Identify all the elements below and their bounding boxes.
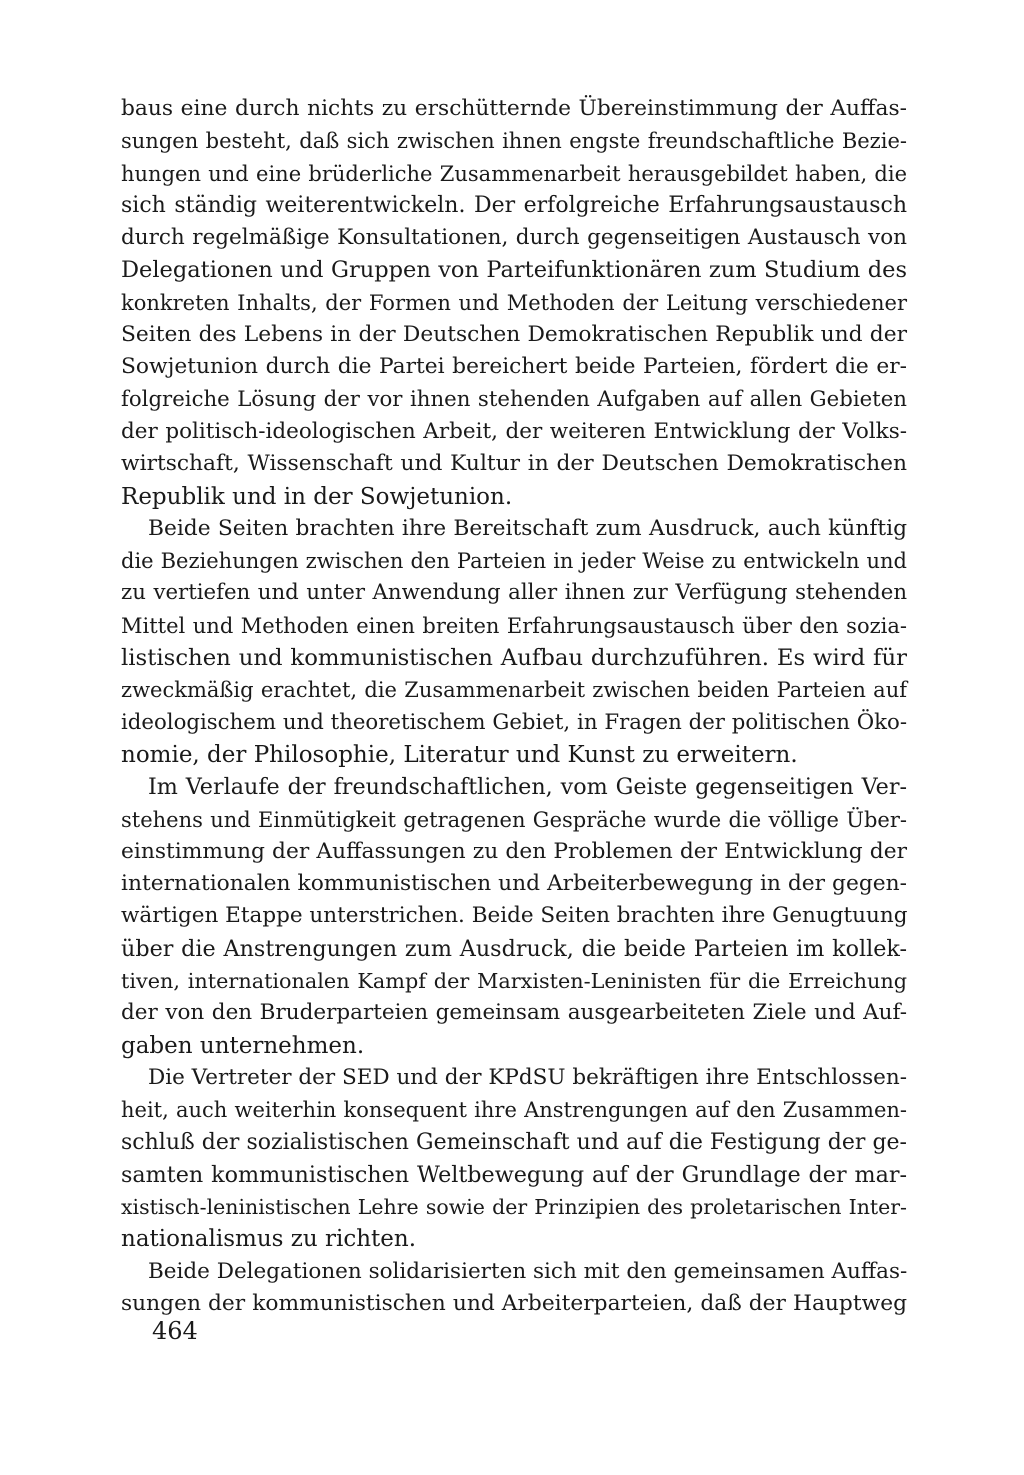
paragraph-1 — [121, 93, 907, 513]
text-line: Seiten des Lebens in der Deutschen Demokratischen Republik und der — [121, 322, 907, 348]
text-line: zweckmäßig erachtet, die Zusammenarbeit zwischen beiden Parteien auf — [121, 678, 907, 703]
text-line: internationalen kommunistischen und Arbeiterbewegung in der gegen- — [121, 871, 907, 897]
text-line: folgreiche Lösung der vor ihnen stehenden Aufgaben auf allen Gebieten — [121, 386, 907, 412]
text-line: Mittel und Methoden einen breiten Erfahrungsaustausch über den sozia- — [121, 613, 907, 638]
text-line: Die Vertreter der SED und der KPdSU bekräftigen ihre Entschlossen- — [148, 1064, 907, 1090]
page-number: 464 — [152, 1317, 198, 1345]
text-line: Beide Delegationen solidarisierten sich mit den gemeinsamen Auffas- — [148, 1258, 908, 1284]
text-line: schluß der sozialistischen Gemeinschaft und auf die Festigung der ge- — [121, 1129, 907, 1155]
text-line: Sowjetunion durch die Partei bereichert beide Parteien, fördert die er- — [121, 354, 907, 380]
text-line: ideologischem und theoretischem Gebiet, in Fragen der politischen Öko- — [121, 709, 907, 735]
paragraph-2 — [121, 513, 907, 771]
text-line: baus eine durch nichts zu erschütternde Übereinstimmung der Auffas- — [121, 96, 907, 121]
text-line: listischen und kommunistischen Aufbau durchzuführen. Es wird für — [121, 645, 907, 672]
text-line: sich ständig weiterentwickeln. Der erfolgreiche Erfahrungsaustausch — [121, 192, 907, 218]
text-line: hungen und eine brüderliche Zusammenarbeit herausgebildet haben, die — [121, 161, 907, 186]
text-line: der politisch-ideologischen Arbeit, der weiteren Entwicklung der Volks- — [121, 418, 907, 444]
text-line: Beide Seiten brachten ihre Bereitschaft zum Ausdruck, auch künftig — [148, 515, 907, 541]
text-line: wirtschaft, Wissenschaft und Kultur in der Deutschen Demokratischen — [121, 451, 907, 477]
text-line: nationalismus zu richten. — [121, 1226, 417, 1253]
paragraph-4 — [121, 1062, 907, 1256]
text-line: gaben unternehmen. — [121, 1032, 365, 1059]
text-line: zu vertiefen und unter Anwendung aller ihnen zur Verfügung stehenden — [121, 580, 907, 606]
text-line: stehens und Einmütigkeit getragenen Gespräche wurde die völlige Über- — [121, 807, 907, 832]
text-line: wärtigen Etappe unterstrichen. Beide Seiten brachten ihre Genugtuung — [121, 903, 908, 929]
body-text — [121, 93, 907, 1320]
text-line: durch regelmäßige Konsultationen, durch gegenseitigen Austausch von — [121, 225, 907, 251]
text-line: heit, auch weiterhin konsequent ihre Anstrengungen auf den Zusammen- — [121, 1098, 907, 1123]
text-line: einstimmung der Auffassungen zu den Problemen der Entwicklung der — [121, 838, 907, 864]
text-line: der von den Bruderparteien gemeinsam ausgearbeiteten Ziele und Auf- — [121, 1000, 907, 1026]
text-line: sungen besteht, daß sich zwischen ihnen engste freundschaftliche Bezie- — [121, 129, 907, 154]
text-line: über die Anstrengungen zum Ausdruck, die beide Parteien im kollek- — [121, 935, 907, 962]
text-line: tiven, internationalen Kampf der Marxisten-Leninisten für die Erreichung — [121, 969, 907, 994]
text-line: samten kommunistischen Weltbewegung auf der Grundlage der mar- — [121, 1161, 907, 1188]
text-line: konkreten Inhalts, der Formen und Methoden der Leitung verschiedener — [121, 290, 907, 315]
text-line: Delegationen und Gruppen von Parteifunktionären zum Studium des — [121, 257, 907, 284]
paragraph-3 — [121, 771, 907, 1062]
text-line: sungen der kommunistischen und Arbeiterparteien, daß der Hauptweg — [121, 1290, 907, 1316]
text-line: die Beziehungen zwischen den Parteien in jeder Weise zu entwickeln und — [121, 549, 907, 574]
text-line: Republik und in der Sowjetunion. — [121, 483, 513, 510]
text-line: Im Verlaufe der freundschaftlichen, vom Geiste gegenseitigen Ver- — [148, 774, 907, 801]
text-line: xistisch-leninistischen Lehre sowie der Prinzipien des proletarischen Inter- — [121, 1195, 907, 1220]
text-line: nomie, der Philosophie, Literatur und Kunst zu erweitern. — [121, 741, 798, 768]
paragraph-5 — [121, 1256, 907, 1321]
